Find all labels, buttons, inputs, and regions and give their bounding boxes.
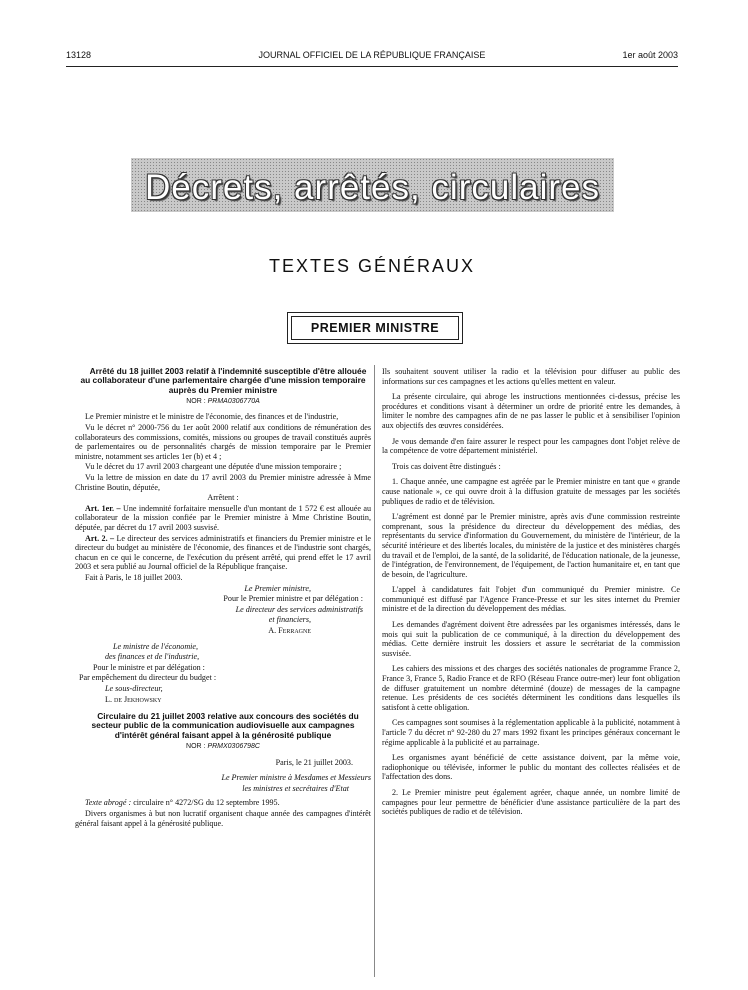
banner-title: Décrets, arrêtés, circulaires bbox=[145, 168, 600, 207]
right-p12: 2. Le Premier ministre peut également agréer, chaque année, un nombre limité de campagnes pour leur permettre de bénéficier d'une assistance particulière de la part des sociétés publiques de radio et de télévision. bbox=[382, 787, 680, 817]
right-p10: Ces campagnes sont soumises à la réglementation applicable à la publicité, notamment à l'article 7 du décret n° 92-280 du 27 mars 1992 fixant les principes généraux concernant le régime applicable à la publicité et au parrainage. bbox=[382, 718, 680, 747]
arrete-title: Arrêté du 18 juillet 2003 relatif à l'indemnité susceptible d'être allouée au collaborateur d'une parlementaire chargée d'une mission temporaire auprès du Premier ministre bbox=[80, 367, 367, 395]
sig2-role-2: des finances et de l'industrie, bbox=[105, 652, 200, 662]
right-p6: L'agrément est donné par le Premier ministre, après avis d'une commission restreinte comprenant, sous la présidence du directeur du développement des médias, des représentants du service d'information du Gouvernement, du ministère de l'intérieur, de la sécurité intérieure et des libertés locales, du ministère de la justice et des ministères chargés du travail et de l'emploi, de la santé, de la solidarité, de l'éducation nationale, de la jeunesse, de l'intégration, de l'environnement, de l'équipement, de l'action humanitaire et, en tant que de besoin, de l'agriculture. bbox=[382, 512, 680, 579]
sig2-emp: Par empêchement du directeur du budget : bbox=[79, 673, 217, 683]
arrete-preamble: Le Premier ministre et le ministre de l'économie, des finances et de l'industrie, bbox=[85, 412, 339, 422]
circulaire-nor: NOR : PRMX0306798C bbox=[186, 743, 260, 750]
right-p1: Ils souhaitent souvent utiliser la radio et la télévision pour diffuser au public des informations sur ces campagnes et les actions qu'elles mettent en valeur. bbox=[382, 367, 680, 386]
arrete-nor: NOR : PRMA0306770A bbox=[186, 397, 260, 405]
arrete-vu-2: Vu le décret du 17 avril 2003 chargeant une députée d'une mission temporaire ; bbox=[85, 462, 342, 472]
section-title: TEXTES GÉNÉRAUX bbox=[268, 256, 476, 276]
sig2-role-1: Le ministre de l'économie, bbox=[113, 641, 199, 651]
fait-a-paris: Fait à Paris, le 18 juillet 2003. bbox=[85, 572, 183, 582]
issue-date: 1er août 2003 bbox=[622, 50, 678, 60]
ministry-box bbox=[287, 312, 463, 344]
circulaire-dest-2: les ministres et secrétaires d'Etat bbox=[242, 783, 349, 793]
right-p9: Les cahiers des missions et des charges des sociétés nationales de programme France 2, France 3, France 5, Radio France et de RFO (Réseau France outre-mer) leur font obligation de diffuser gratuitement un nombre déterminé (douze) de messages de la campagne retenue. Les présidents de ces sociétés déterminent les conditions dans lesquelles ils satisfont à cette obligation. bbox=[382, 664, 680, 712]
right-p7: L'appel à candidatures fait l'objet d'un communiqué du Premier ministre. Ce communiqué est diffusé par l'Agence France-Presse et sur les sites internet du Premier ministre et de la direction du développement des médias. bbox=[382, 585, 680, 614]
article-2: Art. 2. – Le directeur des services administratifs et financiers du Premier ministre et le directeur du budget au ministère de l'économie, des finances et de l'industrie sont chargés, chacun en ce qui le concerne, de l'exécution du présent arrêté, qui prend effet le 17 avril 2003 et sera publié au Journal officiel de la République française. bbox=[75, 533, 371, 572]
sig2-pour: Pour le ministre et par délégation : bbox=[93, 662, 205, 672]
texte-abroge: Texte abrogé : circulaire n° 4272/SG du 12 septembre 1995. bbox=[85, 798, 280, 808]
circulaire-title: Circulaire du 21 juillet 2003 relative aux concours des sociétés du secteur public de la communication audiovisuelle aux campagnes d'intérêt général faisant appel à la générosité publique bbox=[91, 711, 359, 740]
sig2-sous: Le sous-directeur, bbox=[105, 683, 163, 693]
left-column bbox=[75, 367, 371, 979]
circulaire-place: Paris, le 21 juillet 2003. bbox=[275, 757, 353, 767]
sig1-dir-1: Le directeur des services administratifs bbox=[235, 604, 363, 614]
sig1-dir-2: et financiers, bbox=[268, 615, 311, 625]
running-header bbox=[66, 50, 678, 64]
right-p3: Je vous demande d'en faire assurer le respect pour les campagnes dont l'objet relève de la compétence de votre département ministériel. bbox=[382, 436, 680, 456]
right-p8: Les demandes d'agrément doivent être adressées par les organismes intéressés, dans le mois qui suit la publication de ce communiqué, à la direction du développement des médias. Cette dernière instruit les dossiers et assure le secrétariat de la commission susvisée. bbox=[382, 620, 680, 658]
sig1-role: Le Premier ministre, bbox=[244, 583, 311, 593]
right-p5: 1. Chaque année, une campagne est agréée par le Premier ministre en tant que « grande cause nationale », ce qui ouvre droit à la diffusion gratuite de messages par les sociétés publiques de radio et de télévision. bbox=[382, 477, 680, 506]
arretent: Arrêtent : bbox=[207, 493, 239, 503]
header-rule bbox=[66, 66, 678, 67]
article-1: Art. 1er. – Une indemnité forfaitaire mensuelle d'un montant de 1 572 € est allouée au collaborateur de la mission confiée par le Premier ministre à Mme Christine Boutin, députée, par décret du 17 avril 2003 susvisé. bbox=[75, 503, 371, 533]
sig1-name: A. Ferragne bbox=[268, 625, 311, 635]
page-number: 13128 bbox=[66, 50, 92, 60]
ministry-label: PREMIER MINISTRE bbox=[291, 316, 459, 340]
sig1-pour: Pour le Premier ministre et par délégation : bbox=[223, 594, 363, 604]
arrete-vu-3: Vu la lettre de mission en date du 17 avril 2003 du Premier ministre adressée à Mme Christine Boutin, députée, bbox=[75, 473, 371, 492]
right-p11: Les organismes ayant bénéficié de cette assistance doivent, par la même voie, radiophonique ou télévisée, informer le public du montant des collectes réalisées et de l'affectation des dons. bbox=[382, 753, 680, 782]
right-p4: Trois cas doivent être distingués : bbox=[392, 461, 501, 471]
right-p2: La présente circulaire, qui abroge les instructions mentionnées ci-dessus, précise les procédures et conditions visant à déterminer un ordre de priorité entre les demandes, à limiter le nombre des campagnes afin de ne pas lasser le public et à sensibiliser l'opinion aux objectifs des œuvres considérées. bbox=[382, 392, 680, 430]
sig2-name: L. de Jekhowsky bbox=[105, 694, 162, 704]
circulaire-dest-1: Le Premier ministre à Mesdames et Messieurs bbox=[221, 773, 371, 783]
arrete-vu-1: Vu le décret n° 2000-756 du 1er août 2000 relatif aux conditions de rémunération des collaborateurs des commissions, comités, missions ou groupes de travail constitués auprès de parlementaires ou de personnalités chargés de mission temporaire par le Premier ministre, notamment ses articles 1er (b) et 4 ; bbox=[75, 423, 371, 461]
column-divider bbox=[374, 365, 375, 977]
journal-title: JOURNAL OFFICIEL DE LA RÉPUBLIQUE FRANÇAISE bbox=[258, 50, 486, 60]
circulaire-p1: Divers organismes à but non lucratif organisent chaque année des campagnes d'intérêt général faisant appel à la générosité publique. bbox=[75, 808, 371, 828]
right-column bbox=[382, 367, 680, 979]
